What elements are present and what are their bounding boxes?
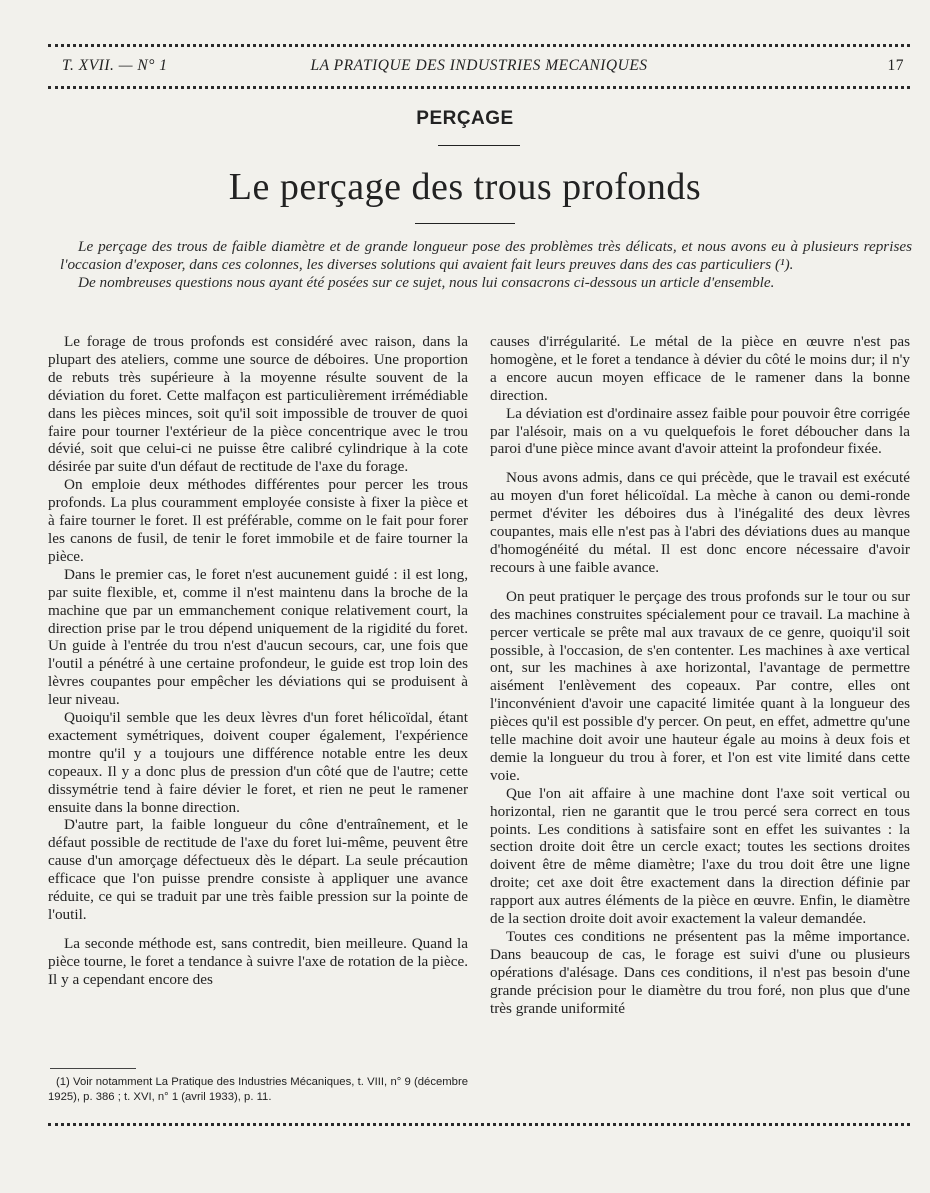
footnote [48, 1075, 468, 1105]
body-paragraph: Nous avons admis, dans ce qui précède, que le travail est exécuté au moyen d'un foret hélicoïdal. La mèche à canon ou demi-ronde permet d'éviter les déboires dus à l'inégalité des deux lèvres coupantes, mais elle n'est pas à l'abri des déviations dues au manque d'homogénéité du métal. Il est donc encore nécessaire d'avoir recours à une faible avance. [490, 469, 910, 576]
body-paragraph: Que l'on ait affaire à une machine dont l'axe soit vertical ou horizontal, rien ne garantit que le trou percé sera correct en tous points. Les conditions à satisfaire sont en effet les suivantes : la section droite doit être un cercle exact; toutes les sections droites doivent être de même diamètre; l'axe du trou doit être une ligne droite; cet axe doit être exactement dans la direction définie par rapport aux autres éléments de la pièce en œuvre. Enfin, le diamètre de la section droite doit avoir exactement la valeur demandée. [490, 784, 910, 928]
intro-paragraph: De nombreuses questions nous ayant été posées sur ce sujet, nous lui consacrons ci-dessous un article d'ensemble. [78, 274, 775, 291]
article-title: Le perçage des trous profonds [228, 166, 702, 208]
body-paragraph: Toutes ces conditions ne présentent pas la même importance. Dans beaucoup de cas, le forage est suivi d'une ou plusieurs opérations d'alésage. Dans ces conditions, il n'est pas besoin d'une grande précision pour le diamètre du trou foré, non plus que d'une très grande uniformité [490, 928, 910, 1017]
journal-title: LA PRATIQUE DES INDUSTRIES MECANIQUES [310, 57, 648, 74]
body-paragraph: Dans le premier cas, le foret n'est aucunement guidé : il est long, par suite flexible, et, comme il n'est maintenu dans la broche de la machine que par un emmanchement conique relativement court, la direction prise par le trou dépend uniquement de la rigidité du foret. Un guide à l'entrée du trou n'est d'aucun secours, car, une fois que l'outil a pénétré à une certaine profondeur, le guide est trop loin des lèvres coupantes pour empêcher les déviations qui se produisent à leur niveau. [48, 565, 468, 709]
footnote-text: (1) Voir notamment La Pratique des Industries Mécaniques, t. VIII, n° 9 (décembre 1925), p. 386 ; t. XVI, n° 1 (avril 1933), p. 11. [48, 1076, 468, 1103]
body-paragraph: causes d'irrégularité. Le métal de la pièce en œuvre n'est pas homogène, et le foret a tendance à dévier du côté le moins dur; il n'y a encore aucun moyen efficace de le ramener dans la bonne direction. [490, 333, 910, 404]
page-number: 17 [887, 57, 904, 74]
footnote-rule [50, 1068, 136, 1069]
bottom-dotted-rule [48, 1123, 910, 1126]
running-head [48, 57, 910, 79]
body-paragraph: Le forage de trous profonds est considéré avec raison, dans la plupart des ateliers, comme une source de déboires. Une proportion de rebuts très supérieure à la moyenne résulte souvent de la déviation du foret. Cette malfaçon est particulièrement irrémédiable dans les pièces minces, soit qu'il soit impossible de trouver de quoi faire pour tourner l'extérieur de la pièce concentrique avec le trou dévié, soit que celui-ci ne puisse être calibré cylindrique à la cote désirée par suite d'un défaut de rectitude de l'axe du forage. [48, 333, 468, 476]
section-heading: PERÇAGE [416, 108, 514, 129]
volume-issue: T. XVII. — N° 1 [62, 57, 168, 74]
body-paragraph: D'autre part, la faible longueur du cône d'entraînement, et le défaut possible de rectitude de l'axe du foret lui-même, peuvent être cause d'un amorçage défectueux dès le départ. La seule précaution efficace que l'on puisse prendre consiste à appliquer une avance réduite, ce qui se traduit par une très faible pression sur la pointe de l'outil. [48, 816, 468, 923]
body-paragraph: Quoiqu'il semble que les deux lèvres d'un foret hélicoïdal, étant exactement symétriques, doivent couper également, l'expérience montre qu'il y a toujours une différence notable entre les deux copeaux. Il y a donc plus de pression d'un côté que de l'autre; cette dissymétrie tend à faire dévier le foret, et rien ne peut le ramener ensuite dans la bonne direction. [48, 709, 468, 816]
article-intro [60, 238, 912, 292]
top-dotted-rule [48, 44, 910, 47]
body-paragraph: La déviation est d'ordinaire assez faible pour pouvoir être corrigée par l'alésoir, mais on a vu quelquefois le foret déboucher dans la paroi d'une pièce mince avant d'avoir atteint la profondeur fixée. [490, 404, 910, 458]
title-underline [415, 223, 515, 224]
intro-paragraph: Le perçage des trous de faible diamètre et de grande longueur pose des problèmes très délicats, et nous avons eu à plusieurs reprises l'occasion d'exposer, dans ces colonnes, les diverses solutions qui avaient fait leurs preuves dans des cas particuliers (¹). [60, 238, 912, 273]
body-paragraph: On emploie deux méthodes différentes pour percer les trous profonds. La plus couramment employée consiste à fixer la pièce et à faire tourner le foret. Il est préférable, comme on le fait pour forer les canons de fusil, de tenir le foret immobile et de faire tourner la pièce. [48, 476, 468, 565]
left-column [48, 333, 468, 1065]
body-paragraph: La seconde méthode est, sans contredit, bien meilleure. Quand la pièce tourne, le foret a tendance à suivre l'axe de rotation de la pièce. Il y a cependant encore des [48, 934, 468, 988]
section-underline [438, 145, 520, 146]
right-column [490, 333, 910, 1108]
body-paragraph: On peut pratiquer le perçage des trous profonds sur le tour ou sur des machines construites spécialement pour ce travail. La machine à percer verticale se prête mal aux travaux de ce genre, quoiqu'il soit possible, à l'occasion, de s'en contenter. Les machines à axe vertical ont, sur les machines à axe horizontal, l'avantage de permettre aisément l'enlèvement des copeaux. Par contre, elles ont l'inconvénient d'avoir une capacité limitée quant à la longueur des pièces qu'il est possible d'y percer. On peut, en effet, admettre qu'une telle machine doit avoir une hauteur égale au moins à deux fois et demie la longueur du trou à forer, et l'on est vite limité dans cette voie. [490, 587, 910, 784]
header-dotted-rule [48, 86, 910, 89]
